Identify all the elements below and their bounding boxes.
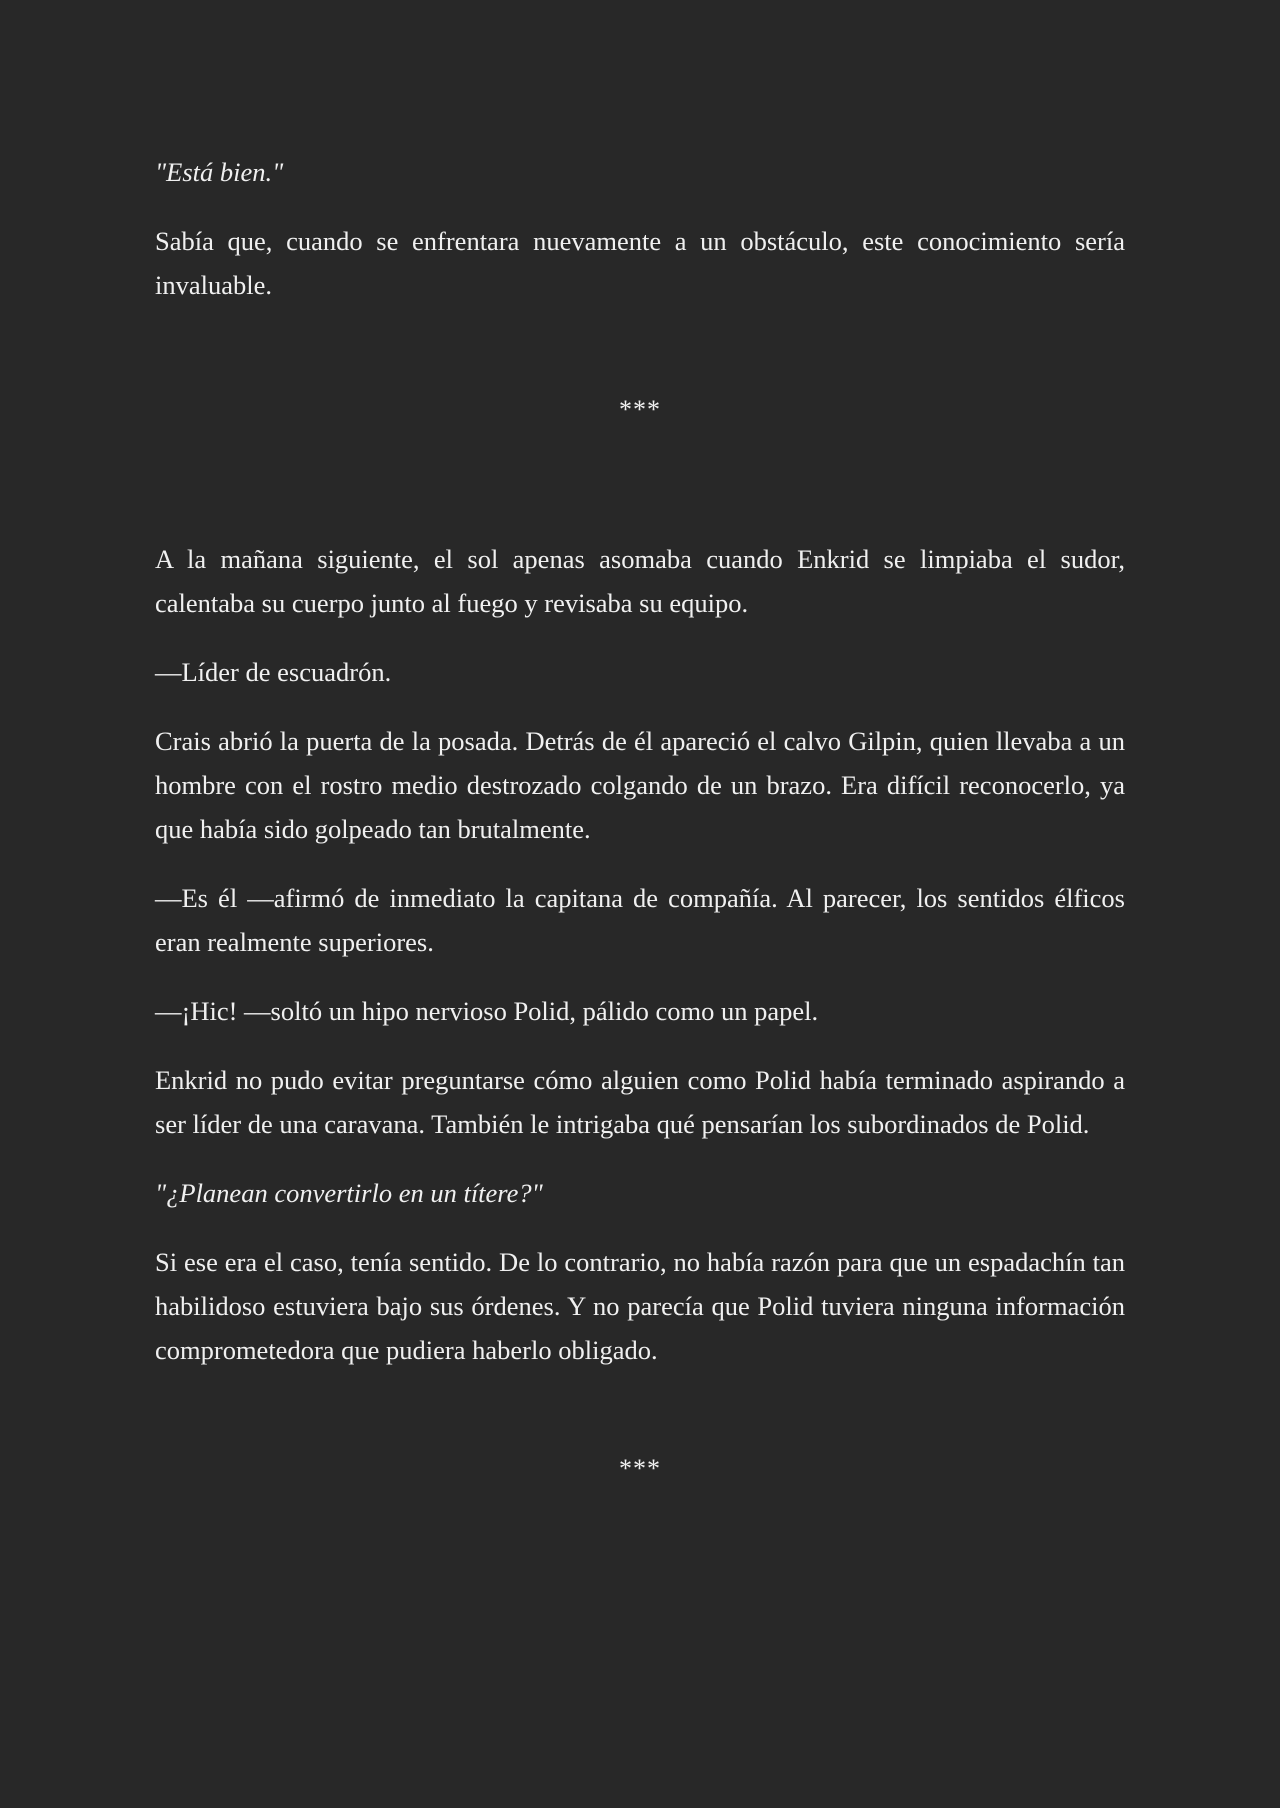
paragraph-lider-escuadron: —Líder de escuadrón. <box>155 657 392 687</box>
paragraph-enkrid-pregunta: Enkrid no pudo evitar preguntarse cómo alguien como Polid había terminado aspirando a ser líder de una caravana. También le intrigaba qué pensarían los subordinados de Polid. <box>155 1065 1125 1139</box>
scene-separator-end: *** <box>619 1454 661 1483</box>
paragraph-hic: —¡Hic! —soltó un hipo nervioso Polid, pálido como un papel. <box>155 996 819 1026</box>
paragraph-titere-thought: "¿Planean convertirlo en un títere?" <box>155 1178 543 1208</box>
paragraph-es-el: —Es él —afirmó de inmediato la capitana de compañía. Al parecer, los sentidos élficos eran realmente superiores. <box>155 883 1125 957</box>
paragraph-crais-posada: Crais abrió la puerta de la posada. Detrás de él apareció el calvo Gilpin, quien llevaba a un hombre con el rostro medio destrozado colgando de un brazo. Era difícil reconocerlo, ya que había sido golpeado tan brutalmente. <box>155 726 1125 844</box>
paragraph-manana-siguiente: A la mañana siguiente, el sol apenas asomaba cuando Enkrid se limpiaba el sudor, calentaba su cuerpo junto al fuego y revisaba su equipo. <box>155 544 1125 618</box>
paragraph-dialogue-esta-bien: "Está bien." <box>155 157 284 187</box>
paragraph-si-ese-era: Si ese era el caso, tenía sentido. De lo contrario, no había razón para que un espadachín tan habilidoso estuviera bajo sus órdenes. Y no parecía que Polid tuviera ninguna información comprometedora que pudiera haberlo obligado. <box>155 1247 1125 1365</box>
scene-separator: *** <box>619 395 661 424</box>
paragraph-sabia: Sabía que, cuando se enfrentara nuevamente a un obstáculo, este conocimiento sería invaluable. <box>155 226 1125 300</box>
